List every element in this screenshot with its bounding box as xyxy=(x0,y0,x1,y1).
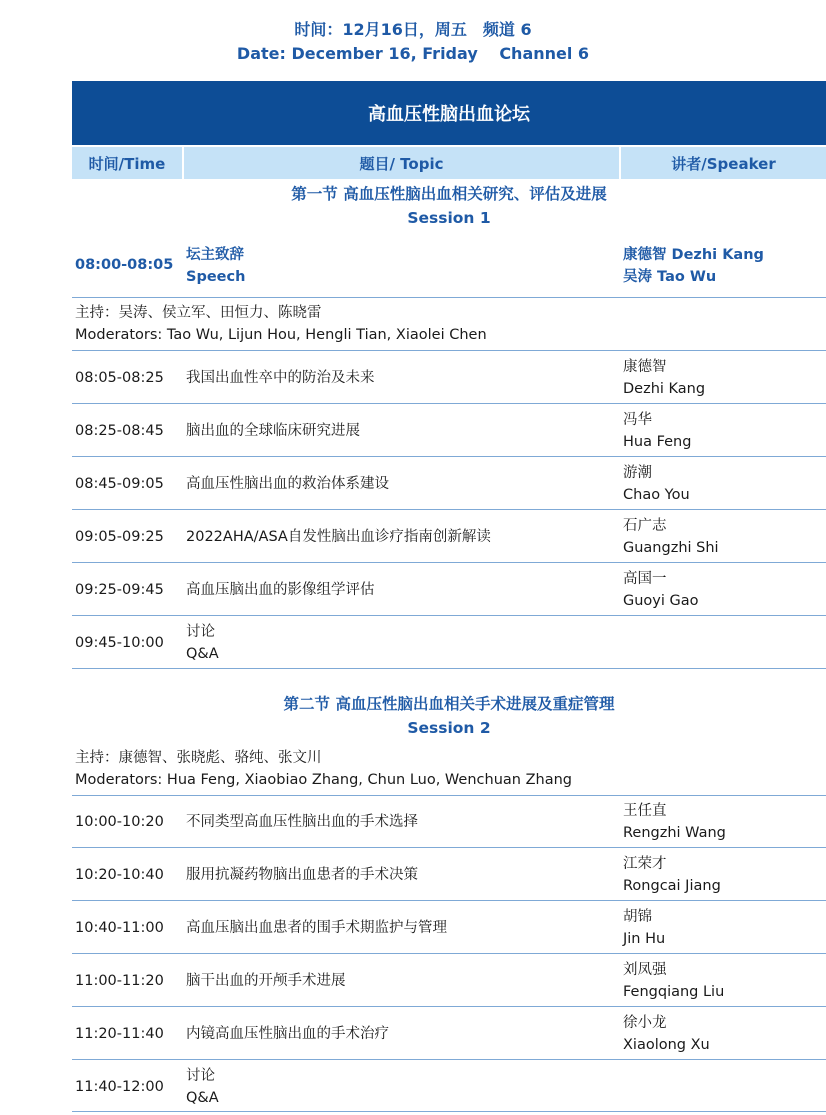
table-row-topic: 服用抗凝药物脑出血患者的手术决策 xyxy=(186,867,418,883)
row-divider xyxy=(72,562,826,563)
speaker-name-en: Fengqiang Liu xyxy=(623,984,725,1000)
qa-time: 09:45-10:00 xyxy=(75,635,164,651)
speaker-name-cn: 石广志 xyxy=(623,518,667,534)
table-row-time: 08:25-08:45 xyxy=(75,423,164,439)
row-divider xyxy=(72,795,826,796)
opening-speaker-2: 吴涛 Tao Wu xyxy=(623,269,717,285)
opening-speakers xyxy=(623,244,764,288)
qa-topic-cn: 讨论 xyxy=(186,1068,215,1084)
opening-topic-en: Speech xyxy=(186,269,246,285)
table-row-time: 11:00-11:20 xyxy=(75,973,164,989)
opening-speaker-1: 康德智 Dezhi Kang xyxy=(623,247,764,263)
speaker-name-en: Jin Hu xyxy=(623,931,666,947)
table-row-topic: 我国出血性卒中的防治及未来 xyxy=(186,370,375,386)
session1-title-cn: 第一节 高血压性脑出血相关研究、评估及进展 xyxy=(291,185,607,203)
speaker-name-cn: 康德智 xyxy=(623,359,667,375)
table-row-speaker xyxy=(623,853,721,897)
speaker-name-cn: 江荣才 xyxy=(623,856,667,872)
row-divider xyxy=(72,403,826,404)
speaker-name-en: Chao You xyxy=(623,487,690,503)
row-divider xyxy=(72,1006,826,1007)
table-row-speaker xyxy=(623,800,726,844)
row-divider xyxy=(72,953,826,954)
table-row-topic: 脑干出血的开颅手术进展 xyxy=(186,973,346,989)
speaker-name-cn: 王任直 xyxy=(623,803,667,819)
speaker-name-cn: 冯华 xyxy=(623,412,652,428)
table-row-speaker xyxy=(623,1012,710,1056)
table-row-speaker xyxy=(623,515,719,559)
table-row-speaker xyxy=(623,409,691,453)
qa-topic-cn: 讨论 xyxy=(186,624,215,640)
speaker-name-en: Xiaolong Xu xyxy=(623,1037,710,1053)
table-row-time: 09:25-09:45 xyxy=(75,582,164,598)
session2-title-en: Session 2 xyxy=(407,719,491,737)
speaker-name-en: Guangzhi Shi xyxy=(623,540,719,556)
opening-topic-cn: 坛主致辞 xyxy=(186,247,244,263)
session1-title-en: Session 1 xyxy=(407,209,491,227)
row-divider xyxy=(72,615,826,616)
table-row-speaker xyxy=(623,356,705,400)
forum-title: 高血压性脑出血论坛 xyxy=(72,81,826,145)
table-row-topic: 高血压性脑出血的救治体系建设 xyxy=(186,476,389,492)
qa-time: 11:40-12:00 xyxy=(75,1079,164,1095)
speaker-name-cn: 游潮 xyxy=(623,465,652,481)
qa-topic-en: Q&A xyxy=(186,1090,219,1106)
column-header-topic: 题目/ Topic xyxy=(184,147,619,179)
table-row-time: 10:20-10:40 xyxy=(75,867,164,883)
table-row-topic: 内镜高血压性脑出血的手术治疗 xyxy=(186,1026,389,1042)
table-row-time: 11:20-11:40 xyxy=(75,1026,164,1042)
column-header-speaker: 讲者/Speaker xyxy=(621,147,826,179)
session2-moderators-cn: 主持：康德智、张晓彪、骆纯、张文川 xyxy=(75,750,322,766)
table-row-time: 08:45-09:05 xyxy=(75,476,164,492)
speaker-name-cn: 徐小龙 xyxy=(623,1015,667,1031)
table-row-time: 09:05-09:25 xyxy=(75,529,164,545)
table-row-speaker xyxy=(623,959,724,1003)
table-row-speaker xyxy=(623,568,699,612)
table-row-topic: 不同类型高血压性脑出血的手术选择 xyxy=(186,814,418,830)
table-row-speaker xyxy=(623,462,690,506)
session1-moderators-cn: 主持：吴涛、侯立军、田恒力、陈晓雷 xyxy=(75,305,322,321)
column-header-time: 时间/Time xyxy=(72,147,182,179)
table-row-topic: 高血压脑出血患者的围手术期监护与管理 xyxy=(186,920,447,936)
opening-time: 08:00-08:05 xyxy=(75,257,174,273)
table-row-topic: 脑出血的全球临床研究进展 xyxy=(186,423,360,439)
session2-title-cn: 第二节 高血压性脑出血相关手术进展及重症管理 xyxy=(283,695,615,713)
row-divider xyxy=(72,668,826,669)
speaker-name-cn: 高国一 xyxy=(623,571,667,587)
table-row-topic: 2022AHA/ASA自发性脑出血诊疗指南创新解读 xyxy=(186,529,491,545)
table-row-time: 10:00-10:20 xyxy=(75,814,164,830)
session1-moderators-en: Moderators: Tao Wu, Lijun Hou, Hengli Tian, Xiaolei Chen xyxy=(75,327,487,343)
speaker-name-en: Hua Feng xyxy=(623,434,692,450)
session2-moderators-en: Moderators: Hua Feng, Xiaobiao Zhang, Chun Luo, Wenchuan Zhang xyxy=(75,772,572,788)
speaker-name-cn: 胡锦 xyxy=(623,909,652,925)
qa-topic xyxy=(186,621,219,665)
date-line-cn: 时间：12月16日，周五 频道 6 xyxy=(294,20,532,39)
table-row-topic: 高血压脑出血的影像组学评估 xyxy=(186,582,375,598)
opening-topic xyxy=(186,244,245,288)
speaker-name-en: Guoyi Gao xyxy=(623,593,699,609)
row-divider xyxy=(72,350,826,351)
row-divider xyxy=(72,456,826,457)
row-divider xyxy=(72,509,826,510)
row-divider xyxy=(72,1059,826,1060)
row-divider xyxy=(72,1111,826,1112)
speaker-name-en: Rengzhi Wang xyxy=(623,825,726,841)
speaker-name-en: Rongcai Jiang xyxy=(623,878,721,894)
speaker-name-cn: 刘凤强 xyxy=(623,962,667,978)
table-row-time: 08:05-08:25 xyxy=(75,370,164,386)
row-divider xyxy=(72,900,826,901)
row-divider xyxy=(72,297,826,298)
table-row-time: 10:40-11:00 xyxy=(75,920,164,936)
table-row-speaker xyxy=(623,906,665,950)
date-line-en: Date: December 16, Friday Channel 6 xyxy=(236,44,590,63)
speaker-name-en: Dezhi Kang xyxy=(623,381,706,397)
qa-topic-en: Q&A xyxy=(186,646,219,662)
row-divider xyxy=(72,847,826,848)
qa-topic xyxy=(186,1065,219,1109)
